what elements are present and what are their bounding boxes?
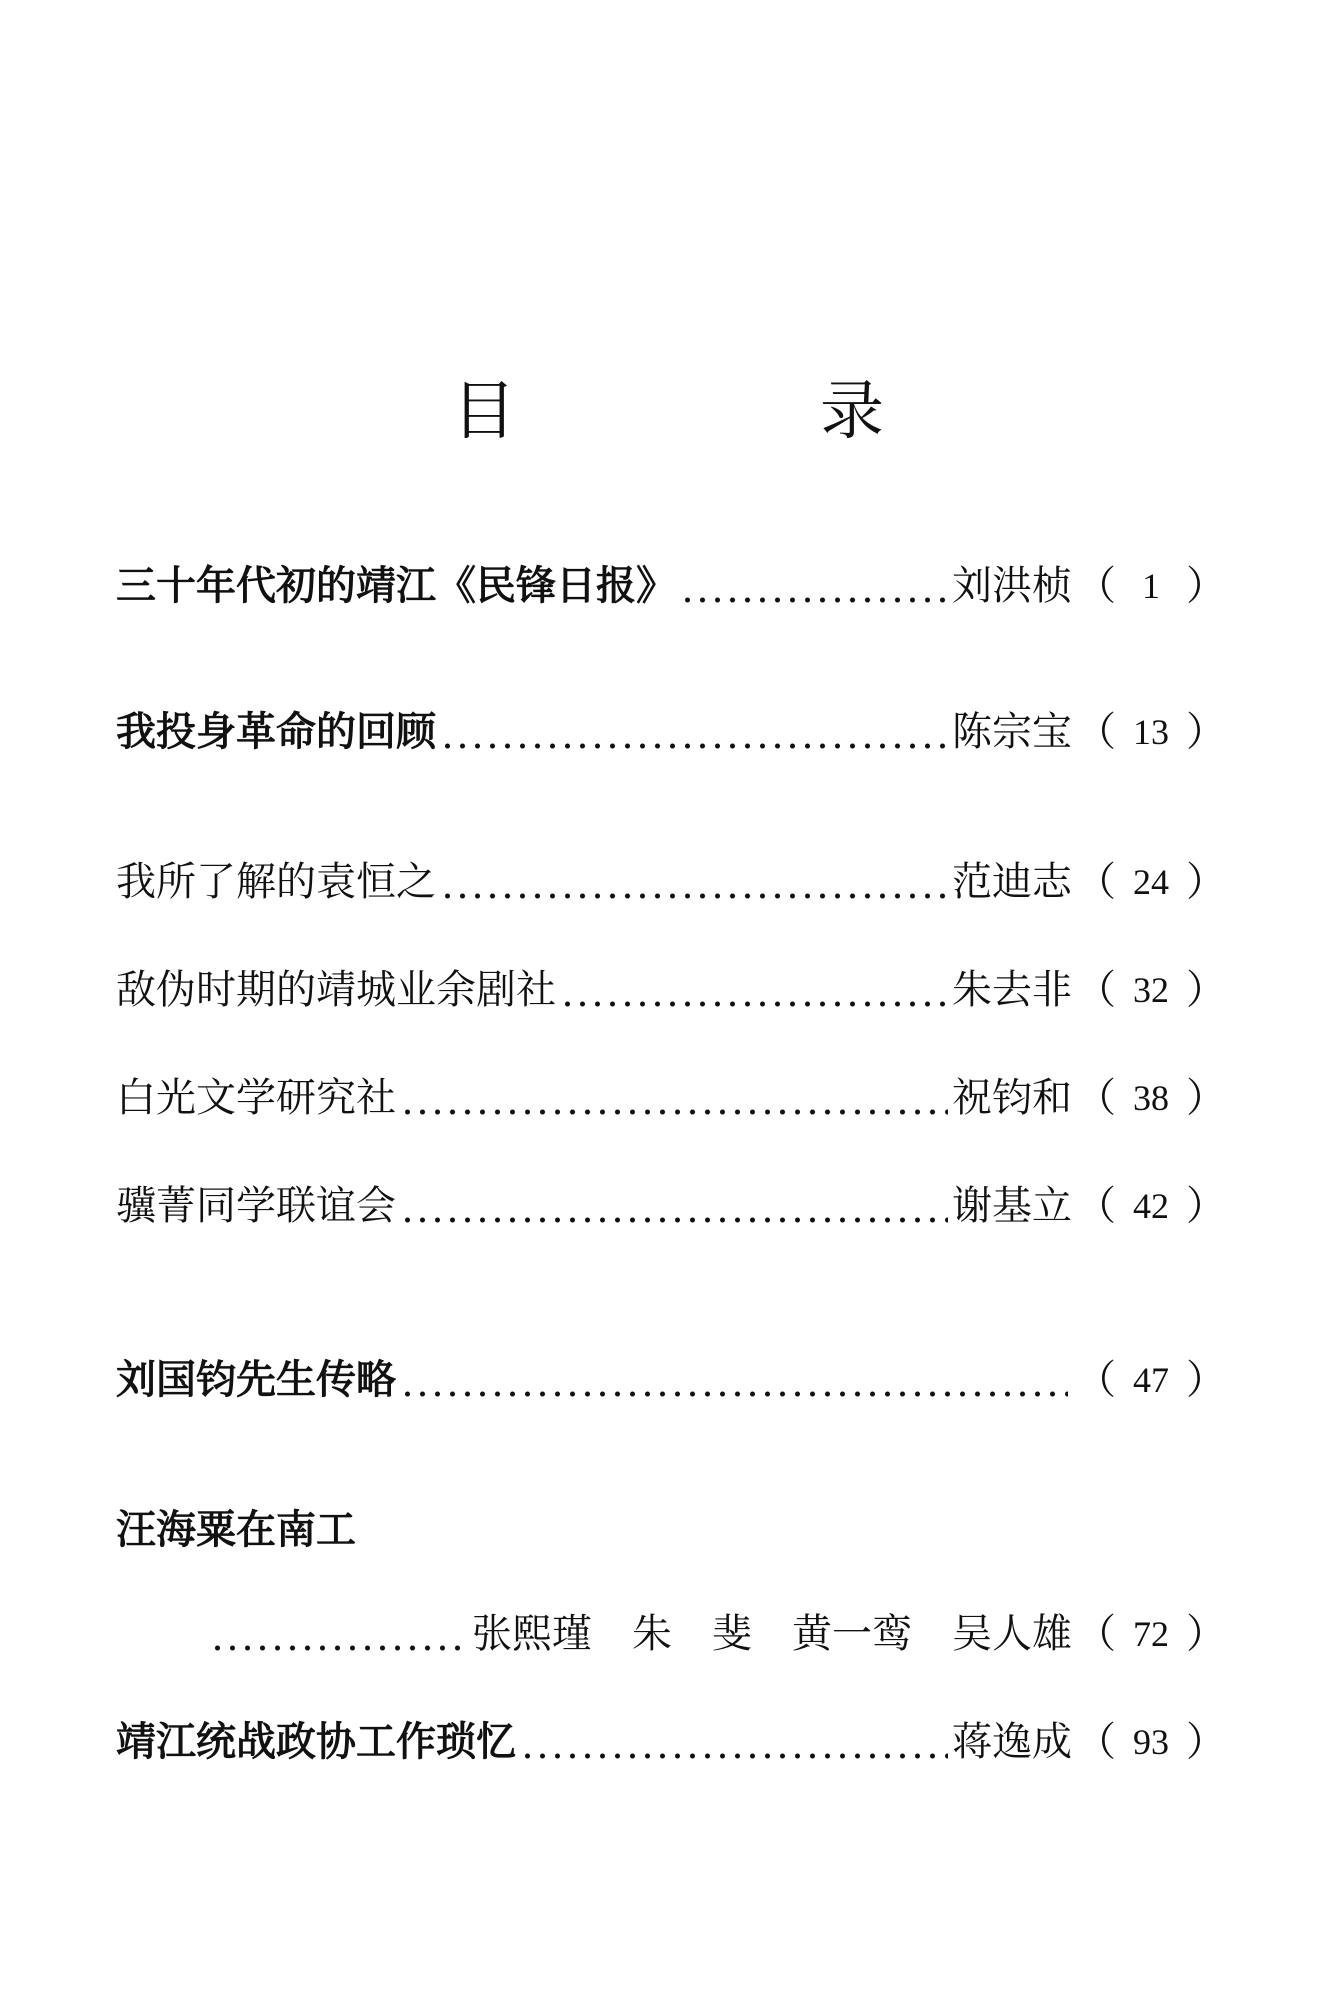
page-number: 38 — [1133, 1078, 1169, 1118]
toc-entry[interactable] — [116, 1176, 1226, 1236]
toc-entry[interactable] — [116, 556, 1226, 616]
entry-title: 刘国钧先生传略 — [116, 1357, 396, 1403]
entry-title: 靖江统战政协工作琐忆 — [116, 1719, 516, 1765]
entry-title: 白光文学研究社 — [116, 1075, 396, 1121]
entry-title: 骥菁同学联谊会 — [116, 1183, 396, 1229]
open-paren: （ — [1076, 1357, 1116, 1402]
entry-author: 范迪志 — [952, 859, 1072, 905]
page-reference — [1076, 1712, 1226, 1772]
toc-entry[interactable] — [116, 702, 1226, 762]
entry-author: 朱去非 — [952, 967, 1072, 1013]
dot-leader — [680, 556, 948, 616]
entry-authors: 张熙瑾 朱 斐 黄一鸾 吴人雄 — [472, 1611, 1072, 1657]
page-reference — [1076, 1350, 1226, 1410]
page-reference — [1076, 1068, 1226, 1128]
page-reference — [1076, 852, 1226, 912]
dot-leader — [440, 702, 948, 762]
page-number: 13 — [1133, 712, 1169, 752]
open-paren: （ — [1076, 563, 1116, 608]
dot-leader — [400, 1176, 948, 1236]
dot-leader — [210, 1604, 468, 1664]
dot-leader — [400, 1068, 948, 1128]
close-paren: ） — [1186, 1357, 1226, 1402]
page-number: 24 — [1133, 862, 1169, 902]
open-paren: （ — [1076, 1611, 1116, 1656]
entry-title: 我所了解的袁恒之 — [116, 859, 436, 905]
open-paren: （ — [1076, 1719, 1116, 1764]
toc-entry[interactable] — [116, 1068, 1226, 1128]
page-reference — [1076, 702, 1226, 762]
open-paren: （ — [1076, 859, 1116, 904]
page-reference — [1076, 960, 1226, 1020]
open-paren: （ — [1076, 1075, 1116, 1120]
close-paren: ） — [1186, 859, 1226, 904]
toc-entry[interactable] — [116, 1350, 1226, 1410]
entry-title: 三十年代初的靖江《民锋日报》 — [116, 563, 676, 609]
page-reference — [1076, 556, 1226, 616]
toc-entry[interactable] — [116, 1712, 1226, 1772]
close-paren: ） — [1186, 563, 1226, 608]
page-number: 47 — [1133, 1360, 1169, 1400]
dot-leader — [520, 1712, 948, 1772]
page-number: 93 — [1133, 1722, 1169, 1762]
close-paren: ） — [1186, 1075, 1226, 1120]
dot-leader — [560, 960, 948, 1020]
toc-entry[interactable] — [206, 1604, 1226, 1664]
entry-author: 祝钧和 — [952, 1075, 1072, 1121]
page-number: 42 — [1133, 1186, 1169, 1226]
entry-title: 我投身革命的回顾 — [116, 709, 436, 755]
close-paren: ） — [1186, 1719, 1226, 1764]
toc-entry[interactable] — [116, 852, 1226, 912]
entry-author: 刘洪桢 — [952, 563, 1072, 609]
open-paren: （ — [1076, 1183, 1116, 1228]
entry-author: 蒋逸成 — [952, 1719, 1072, 1765]
entry-title[interactable]: 汪海粟在南工 — [116, 1507, 356, 1553]
toc-entry[interactable] — [116, 960, 1226, 1020]
close-paren: ） — [1186, 709, 1226, 754]
page-title: 目 录 — [452, 375, 1004, 449]
dot-leader — [400, 1350, 1068, 1410]
close-paren: ） — [1186, 967, 1226, 1012]
open-paren: （ — [1076, 967, 1116, 1012]
page-reference — [1076, 1176, 1226, 1236]
close-paren: ） — [1186, 1183, 1226, 1228]
entry-title: 敌伪时期的靖城业余剧社 — [116, 967, 556, 1013]
page-number: 1 — [1142, 566, 1160, 606]
entry-author: 陈宗宝 — [952, 709, 1072, 755]
close-paren: ） — [1186, 1611, 1226, 1656]
page-number: 72 — [1133, 1614, 1169, 1654]
page-number: 32 — [1133, 970, 1169, 1010]
open-paren: （ — [1076, 709, 1116, 754]
page-reference — [1076, 1604, 1226, 1664]
dot-leader — [440, 852, 948, 912]
entry-author: 谢基立 — [952, 1183, 1072, 1229]
